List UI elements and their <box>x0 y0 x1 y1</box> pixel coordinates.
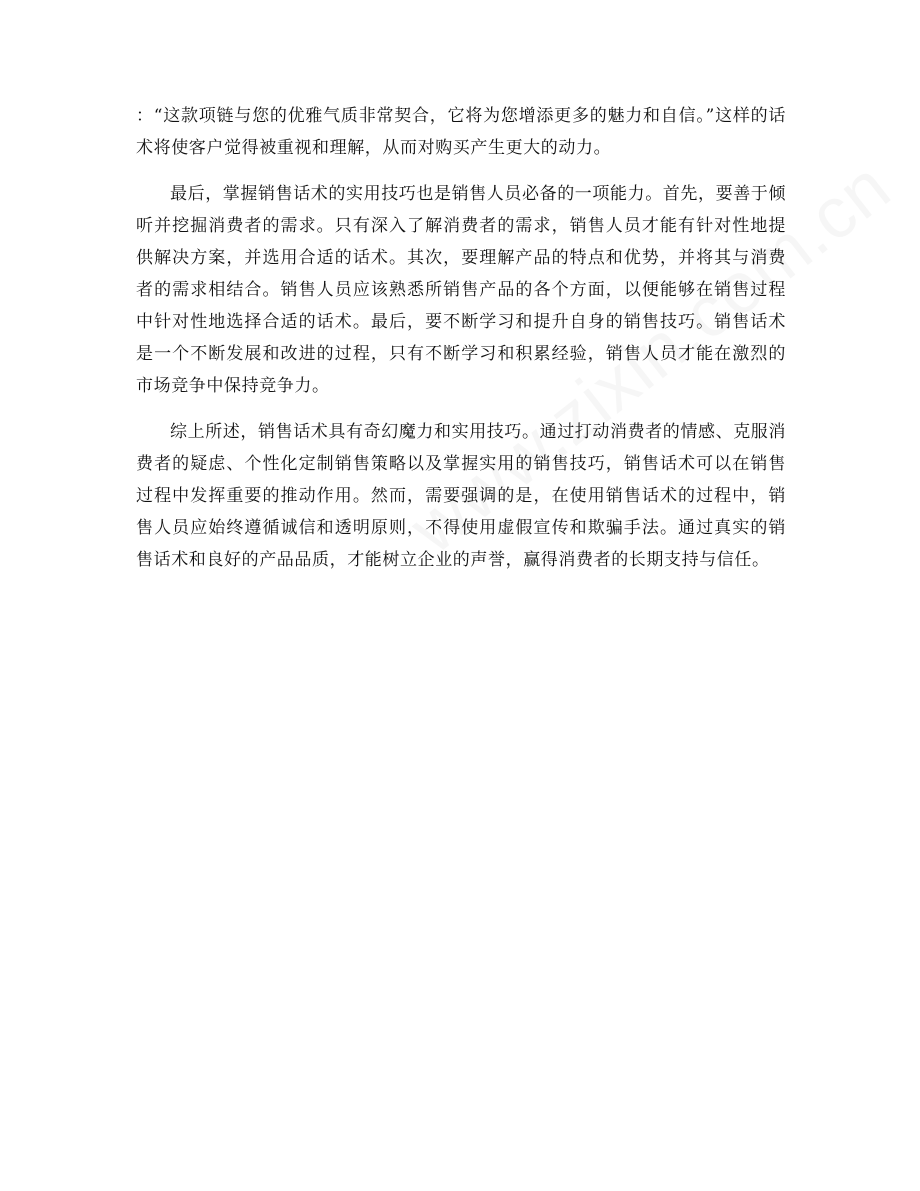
paragraph-practical-skills: 最后，掌握销售话术的实用技巧也是销售人员必备的一项能力。首先，要善于倾听并挖掘消费者的需求。只有深入了解消费者的需求，销售人员才能有针对性地提供解决方案，并选用合适的话术。其次，要理解产品的特点和优势，并将其与消费者的需求相结合。销售人员应该熟悉所销售产品的各个方面，以便能够在销售过程中针对性地选择合适的话术。最后，要不断学习和提升自身的销售技巧。销售话术是一个不断发展和改进的过程，只有不断学习和积累经验，销售人员才能在激烈的市场竞争中保持竞争力。 <box>136 184 786 396</box>
paragraph-conclusion: 综上所述，销售话术具有奇幻魔力和实用技巧。通过打动消费者的情感、克服消费者的疑虑、个性化定制销售策略以及掌握实用的销售技巧，销售话术可以在销售过程中发挥重要的推动作用。然而，需要强调的是，在使用销售话术的过程中，销售人员应始终遵循诚信和透明原则，不得使用虚假宣传和欺骗手法。通过真实的销售话术和良好的产品品质，才能树立企业的声誉，赢得消费者的长期支持与信任。 <box>136 422 786 570</box>
paragraph-continuation: ：“这款项链与您的优雅气质非常契合，它将为您增添更多的魅力和自信。”这样的话术将使客户觉得被重视和理解，从而对购买产生更大的动力。 <box>136 106 786 158</box>
document-body <box>136 100 786 576</box>
